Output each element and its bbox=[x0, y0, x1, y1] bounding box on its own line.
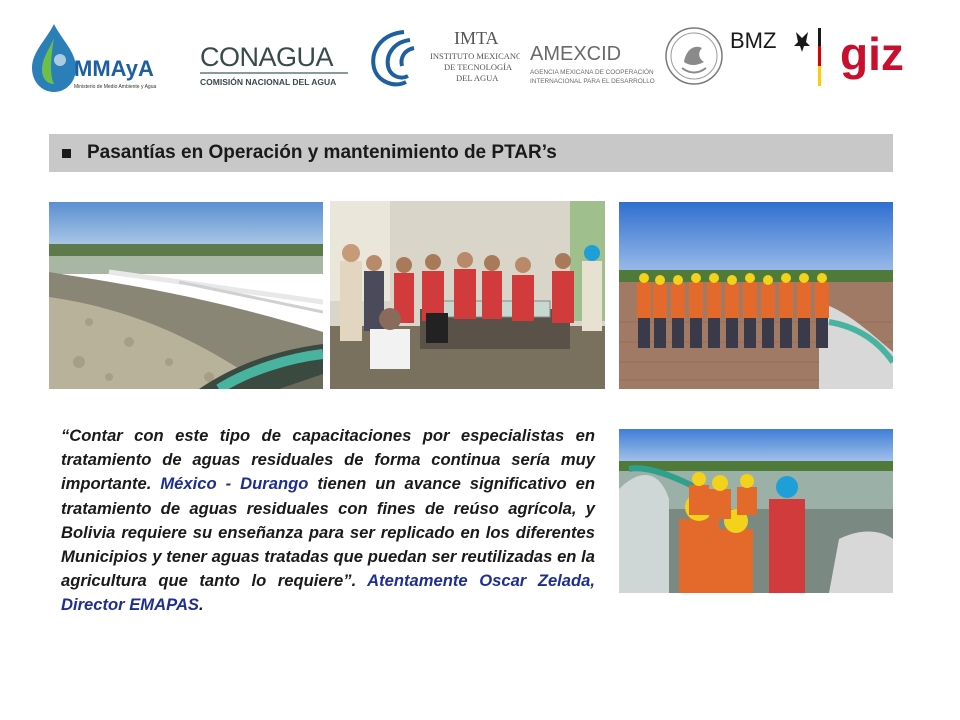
conagua-logo-subtitle: COMISIÓN NACIONAL DEL AGUA bbox=[200, 77, 337, 87]
partner-logo-bar bbox=[0, 0, 960, 110]
conagua-logo bbox=[198, 32, 354, 92]
photo-group-at-plant bbox=[619, 202, 893, 389]
square-bullet-icon bbox=[62, 149, 71, 158]
mmaya-logo bbox=[24, 18, 184, 98]
photo-treatment-tank bbox=[49, 202, 323, 389]
conagua-logo-text: CONAGUA bbox=[200, 42, 334, 72]
svg-text:INTERNACIONAL PARA EL DESARROL: INTERNACIONAL PARA EL DESARROLLO bbox=[530, 78, 655, 85]
giz-logo-text: giz bbox=[840, 28, 904, 80]
quote-place: México - Durango bbox=[160, 474, 309, 494]
amexcid-logo bbox=[528, 34, 662, 90]
workers-closeup bbox=[679, 472, 805, 593]
svg-text:INSTITUTO MEXICANO: INSTITUTO MEXICANO bbox=[430, 51, 520, 61]
svg-text:DE TECNOLOGÍA: DE TECNOLOGÍA bbox=[444, 62, 513, 72]
eagle-icon bbox=[794, 32, 810, 52]
mexico-seal-logo bbox=[664, 22, 724, 90]
mmaya-logo-subtitle: Ministerio de Medio Ambiente y Agua bbox=[74, 84, 157, 90]
svg-text:AGENCIA MEXICANA DE COOPERACIÓ: AGENCIA MEXICANA DE COOPERACIÓN bbox=[530, 69, 654, 76]
giz-logo bbox=[838, 20, 922, 86]
imta-logo bbox=[364, 22, 520, 94]
quote-text-part2: tienen un avance significativo en tratamiento de aguas residuales con fines de reúso agrícola, y Bolivia requiere su enseñanza para ser replicado en los diferentes Municipios y tener aguas tratadas que puedan ser reutilizadas en la agricultura que tanto lo requiere”. bbox=[61, 474, 595, 591]
quote-end: . bbox=[199, 595, 204, 615]
quote-text-part1: “Contar con este tipo de capacitaciones por especialistas en tratamiento de aguas residuales de forma continua sería muy importante. bbox=[61, 426, 595, 494]
section-header bbox=[49, 134, 893, 172]
water-drop-icon bbox=[24, 18, 184, 98]
national-seal-icon bbox=[664, 22, 724, 90]
bmz-logo-text: BMZ bbox=[730, 28, 777, 53]
section-title: Pasantías en Operación y mantenimiento de PTAR’s bbox=[87, 142, 557, 163]
photo-meeting-room bbox=[330, 201, 605, 389]
photo-workers-walkway bbox=[619, 429, 893, 593]
workers-group bbox=[637, 273, 829, 348]
imta-swirl-icon bbox=[373, 32, 414, 84]
imta-logo-text: IMTA bbox=[454, 28, 499, 48]
svg-text:DEL AGUA: DEL AGUA bbox=[456, 73, 499, 83]
amexcid-logo-text: AMEXCID bbox=[530, 43, 622, 65]
testimonial-quote bbox=[61, 424, 595, 618]
quote-signature: Atentamente Oscar Zelada, Director EMAPAS bbox=[61, 571, 595, 615]
mmaya-logo-text: MMAyA bbox=[74, 56, 154, 81]
bmz-logo bbox=[730, 24, 826, 90]
